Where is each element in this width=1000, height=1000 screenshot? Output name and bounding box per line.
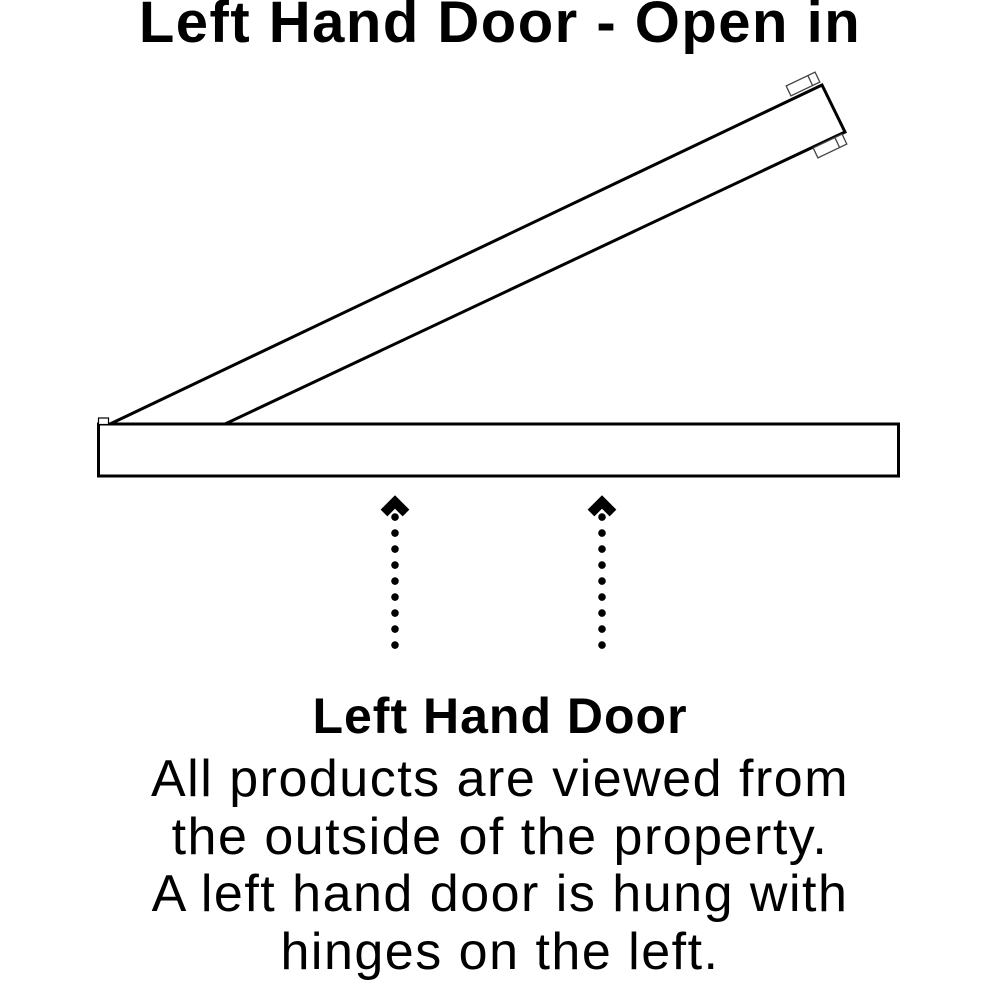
page-title: Left Hand Door - Open in	[138, 0, 862, 55]
door-frame-plan-shape	[99, 424, 899, 476]
caption-line: the outside of the property.	[171, 807, 829, 866]
frame-hinge-icon	[99, 418, 109, 425]
caption-line: hinges on the left.	[280, 922, 720, 981]
caption-body	[0, 751, 1000, 981]
swing-arrow-left	[384, 502, 406, 660]
caption-line: A left hand door is hung with	[151, 865, 849, 923]
caption-heading: Left Hand Door	[312, 688, 688, 744]
swing-arrow-right	[591, 502, 613, 660]
caption-line: All products are viewed from	[150, 750, 850, 808]
door-leaf-open-shape	[110, 85, 845, 424]
